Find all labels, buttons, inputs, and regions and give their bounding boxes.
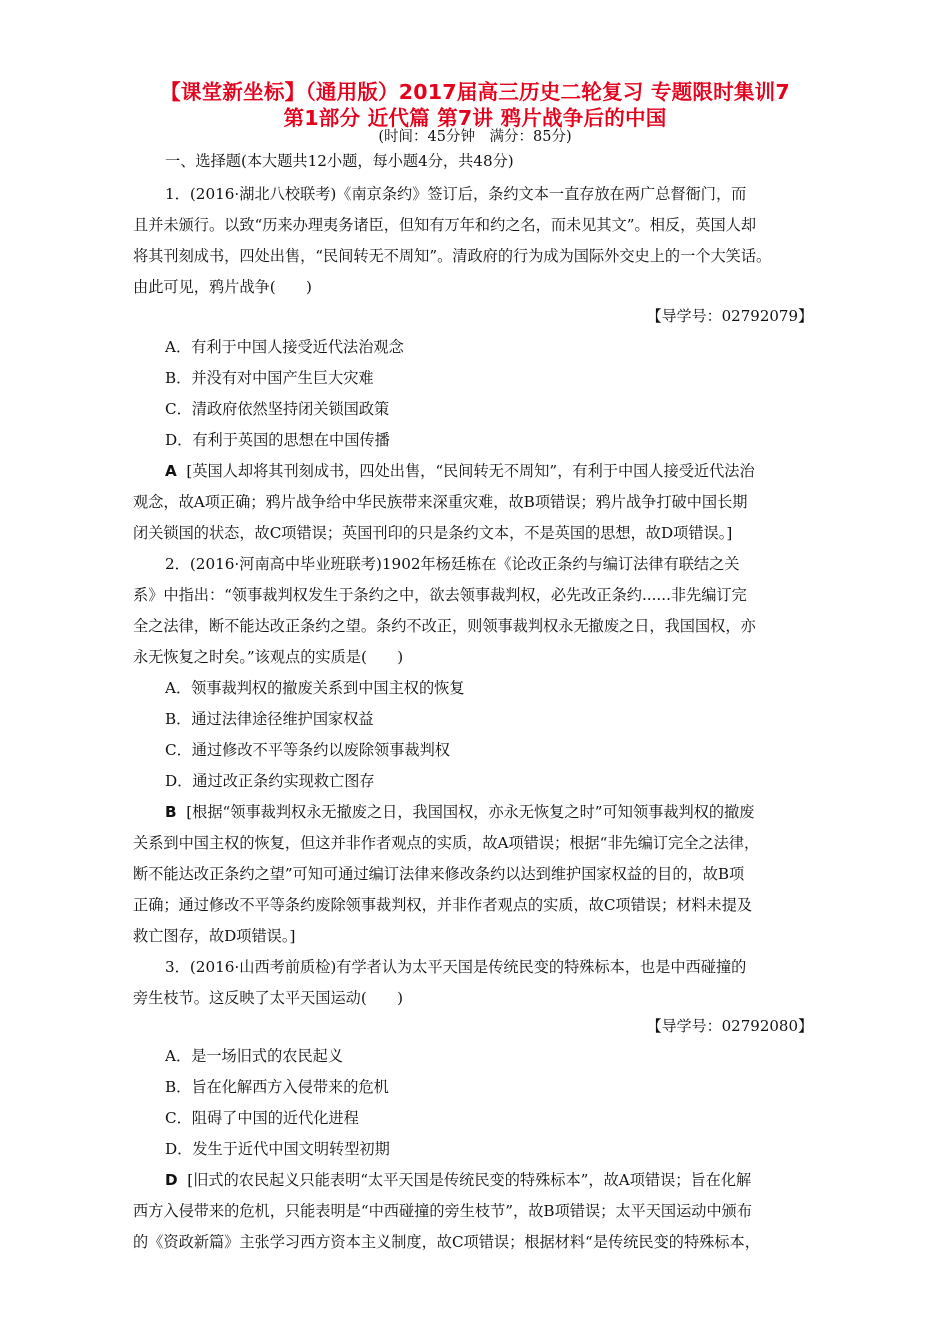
time-score-info: (时间：45分钟 满分：85分) (378, 129, 572, 145)
q3-stem-line: 旁生枝节。这反映了太平天国运动( ) (133, 989, 404, 1007)
q2-explanation-line: 救亡图存，故D项错误。] (133, 927, 296, 945)
q2-stem-line: 系》中指出：“领事裁判权发生于条约之中，欲去领事裁判权，必先改正条约......非先编订完 (133, 586, 747, 604)
q2-explanation-line: 断不能达改正条约之望”可知可通过编订法律来修改条约以达到维护国家权益的目的，故B项 (133, 865, 745, 883)
q2-option-d: D．通过改正条约实现救亡图存 (165, 772, 375, 790)
q1-explanation-line: 闭关锁国的状态，故C项错误；英国刊印的只是条约文本，不是英国的思想，故D项错误。] (133, 524, 733, 542)
q2-stem-line: 2．(2016·河南高中毕业班联考)1902年杨廷栋在《论改正条约与编订法律有联结之关 (165, 555, 740, 573)
q1-explanation-line: [英国人却将其刊刻成书，四处出售，“民间转无不周知”，有利于中国人接受近代法治 (186, 462, 755, 480)
q1-option-c: C．清政府依然坚持闭关锁国政策 (165, 400, 390, 418)
q2-stem-line: 全之法律，断不能达改正条约之望。条约不改正，则领事裁判权永无撤废之日，我国国权，亦 (133, 617, 756, 635)
q1-explanation-line: 观念，故A项正确；鸦片战争给中华民族带来深重灾难，故B项错误；鸦片战争打破中国长期 (133, 493, 748, 511)
q3-explanation-line: 西方入侵带来的危机，只能表明是“中西碰撞的旁生枝节”，故B项错误；太平天国运动中颁布 (133, 1202, 753, 1220)
q3-option-c: C．阻碍了中国的近代化进程 (165, 1109, 359, 1127)
q3-answer (165, 1170, 751, 1190)
q3-option-a: A．是一场旧式的农民起义 (165, 1047, 344, 1065)
q1-stem-line: 1．(2016·湖北八校联考)《南京条约》签订后，条约文本一直存放在两广总督衙门，而 (165, 185, 747, 203)
q1-stem-line: 且并未颁行。以致“历来办理夷务诸臣，但知有万年和约之名，而未见其文”。相反，英国人却 (133, 216, 757, 234)
q3-stem-line: 3．(2016·山西考前质检)有学者认为太平天国是传统民变的特殊标本，也是中西碰撞的 (165, 958, 747, 976)
document-title-line-1: 【课堂新坐标】（通用版）2017届高三历史二轮复习 专题限时集训7 (160, 80, 790, 104)
q1-answer-letter: A (165, 462, 177, 480)
q2-option-a: A．领事裁判权的撤废关系到中国主权的恢复 (165, 679, 465, 697)
q3-option-b: B．旨在化解西方入侵带来的危机 (165, 1078, 389, 1096)
q3-explanation-line: 的《资政新篇》主张学习西方资本主义制度，故C项错误；根据材料“是传统民变的特殊标本， (133, 1233, 760, 1251)
q2-stem-line: 永无恢复之时矣。”该观点的实质是( ) (133, 648, 404, 666)
q2-answer (165, 802, 754, 822)
q2-explanation-line: [根据“领事裁判权永无撤废之日，我国国权，亦永无恢复之时”可知领事裁判权的撤废 (186, 803, 755, 821)
q2-explanation-line: 正确；通过修改不平等条约废除领事裁判权，并非作者观点的实质，故C项错误；材料未提及 (133, 896, 753, 914)
q3-explanation-line: [旧式的农民起义只能表明“太平天国是传统民变的特殊标本”，故A项错误；旨在化解 (187, 1171, 752, 1189)
q3-guide-number: 【导学号：02792080】 (646, 1017, 813, 1035)
q1-option-b: B．并没有对中国产生巨大灾难 (165, 369, 374, 387)
q2-explanation-line: 关系到中国主权的恢复，但这并非作者观点的实质，故A项错误；根据“非先编订完全之法律， (133, 834, 760, 852)
q3-answer-letter: D (165, 1171, 178, 1189)
section-heading: 一、选择题(本大题共12小题，每小题4分，共48分) (165, 152, 514, 170)
document-title-line-2: 第1部分 近代篇 第7讲 鸦片战争后的中国 (283, 106, 667, 130)
q1-option-a: A．有利于中国人接受近代法治观念 (165, 338, 404, 356)
q1-answer (165, 461, 755, 481)
q3-option-d: D．发生于近代中国文明转型初期 (165, 1140, 390, 1158)
q2-option-c: C．通过修改不平等条约以废除领事裁判权 (165, 741, 450, 759)
q1-stem-line: 将其刊刻成书，四处出售，“民间转无不周知”。清政府的行为成为国际外交史上的一个大笑话。 (133, 247, 772, 265)
q1-stem-line: 由此可见，鸦片战争( ) (133, 278, 312, 296)
q2-option-b: B．通过法律途径维护国家权益 (165, 710, 374, 728)
q1-guide-number: 【导学号：02792079】 (646, 307, 813, 325)
q1-option-d: D．有利于英国的思想在中国传播 (165, 431, 390, 449)
q2-answer-letter: B (165, 803, 177, 821)
